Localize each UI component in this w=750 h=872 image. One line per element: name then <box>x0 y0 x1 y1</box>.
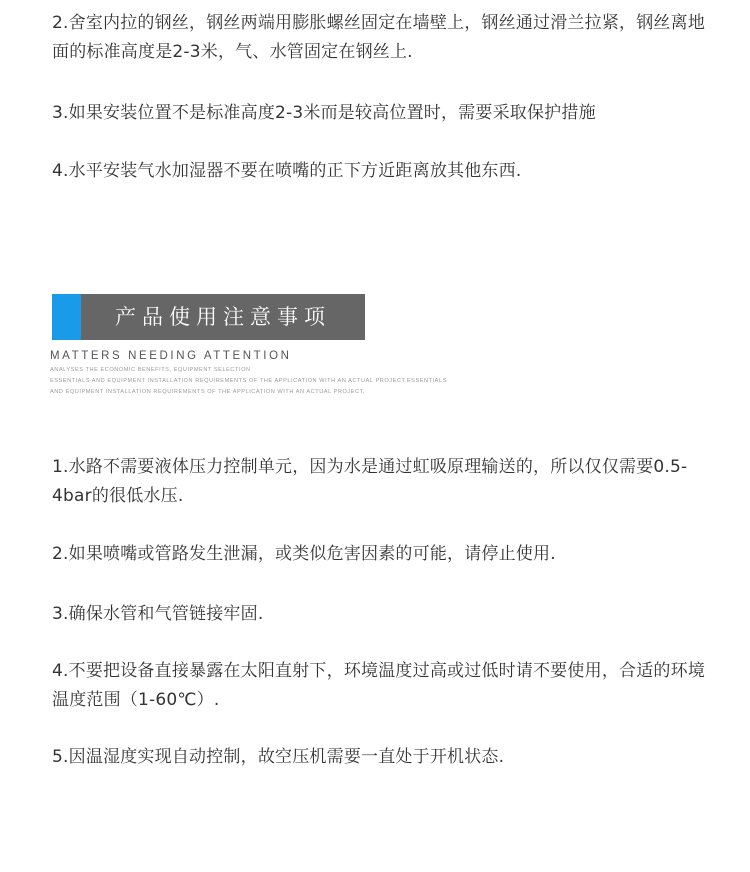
note-item-2: 2.如果喷嘴或管路发生泄漏，或类似危害因素的可能，请停止使用. <box>52 544 556 564</box>
section-english-title: MATTERS NEEDING ATTENTION <box>50 350 292 362</box>
section-header <box>52 294 365 340</box>
install-item-4: 4.水平安装气水加湿器不要在喷嘴的正下方近距离放其他东西. <box>52 161 522 181</box>
section-english-subtitle-1: ANALYSES THE ECONOMIC BENEFITS, EQUIPMENT SELECTION <box>50 367 251 373</box>
note-item-1: 1.水路不需要液体压力控制单元，因为水是通过虹吸原理输送的，所以仅仅需要0.5-4bar的很低水压. <box>52 457 688 506</box>
install-item-2: 2.舍室内拉的钢丝，钢丝两端用膨胀螺丝固定在墙壁上，钢丝通过滑兰拉紧，钢丝离地面的标准高度是2-3米，气、水管固定在钢丝上. <box>52 13 706 62</box>
section-title: 产品使用注意事项 <box>115 305 331 329</box>
note-item-5: 5.因温湿度实现自动控制，故空压机需要一直处于开机状态. <box>52 747 505 767</box>
note-item-3: 3.确保水管和气管链接牢固. <box>52 604 264 624</box>
section-english-subtitle-3: AND EQUIPMENT INSTALLATION REQUIREMENTS OF THE APPLICATION WITH AN ACTUAL PROJECT. <box>50 389 366 395</box>
note-item-4: 4.不要把设备直接暴露在太阳直射下，环境温度过高或过低时请不要使用，合适的环境温度范围（1-60℃）. <box>52 661 706 710</box>
install-item-3: 3.如果安装位置不是标准高度2-3米而是较高位置时，需要采取保护措施 <box>52 103 596 123</box>
header-accent-bar <box>52 294 81 340</box>
section-english-subtitle-2: ESSENTIALS AND EQUIPMENT INSTALLATION REQUIREMENTS OF THE APPLICATION WITH AN ACTUAL PROJECT.ESSENTIALS <box>50 378 447 384</box>
